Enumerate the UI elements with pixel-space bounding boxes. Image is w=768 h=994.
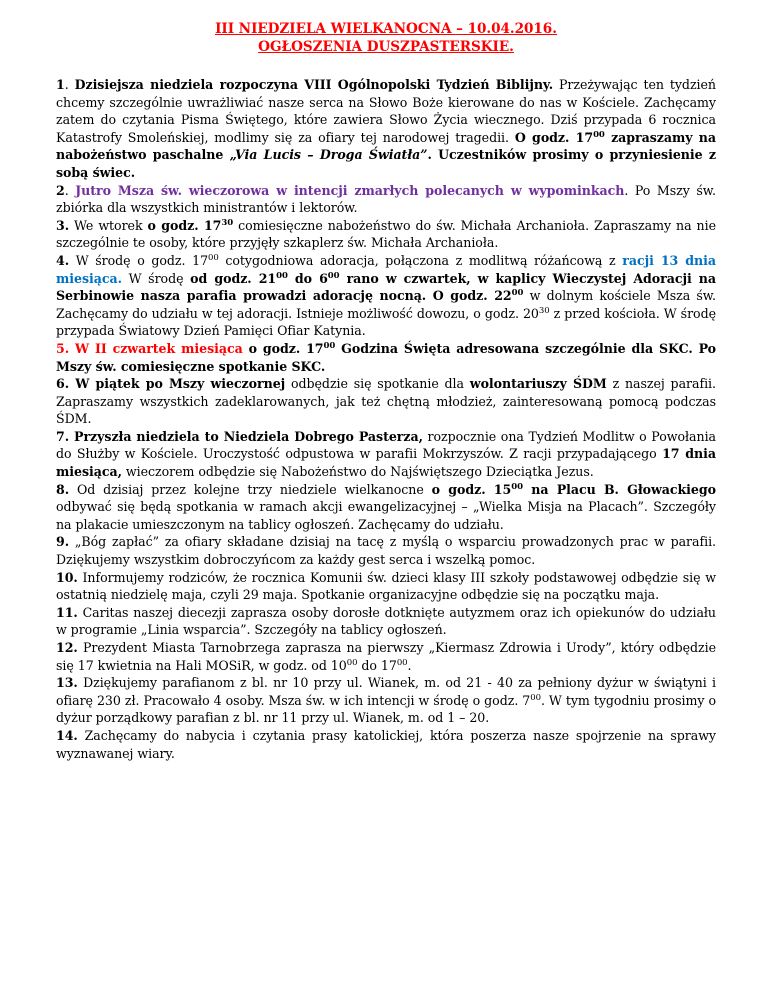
announcement-1: 1. Dzisiejsza niedziela rozpoczyna VIII Ogólnopolski Tydzień Biblijny. Przeżywając ten tydzień chcemy szczególnie uwrażliwiać nasze serca na Słowo Boże kierowane do nas w Kościele. Zachęcamy zatem do czytania Pisma Świętego, które zawiera Słowo Życia wiecznego. Dziś przypada 6 rocznica Katastrofy Smoleńskiej, modlimy się za ofiary tej narodowej tragedii. O godz. $17^{00}$ zapraszamy na nabożeństwo paschalne „Via Lucis – Droga Światła”. Uczestników prosimy o przyniesienie z sobą świec. [56, 77, 717, 180]
item-number: 6. [56, 376, 70, 392]
announcement-6-text-2: z naszej parafii. Zapraszamy wszystkich zadeklarowanych, jak też chętną młodzież, zainteresowaną pomocą podczas ŚDM. [56, 376, 716, 427]
item-number: 10. [56, 569, 78, 585]
announcement-4-text-4: w dolnym kościele Msza św. Zachęcamy do udziału w tej adoracji. Istnieje możliwość dowozu, o godz. 20 [56, 288, 716, 321]
announcement-4-text-5: z przed kościoła. W środę przypada Światowy Dzień Pamięci Ofiar Katynia. [56, 305, 716, 339]
time-sup: 30 [538, 305, 550, 316]
item-number: 3. [56, 217, 70, 233]
announcement-1-text: Przeżywając ten tydzień chcemy szczególnie uwrażliwiać nasze serca na Słowo Boże kierowane do nas w Kościele. Zachęcamy zatem do czytania Pisma Świętego, które zawiera Słowo Życia wiecznego. Dziś przypada 6 rocznica Katastrofy Smoleńskiej, modlimy się za ofiary tej narodowej tragedii. [56, 77, 716, 145]
announcements-list [56, 76, 716, 762]
announcement-5-highlight: W II czwartek miesiąca [69, 340, 243, 356]
document-page [56, 0, 716, 762]
announcement-6-heading: W piątek po Mszy wieczornej [69, 376, 286, 392]
time-sup: 00 [511, 481, 523, 492]
time-sup: 00 [530, 692, 541, 703]
announcement-4-text: W środę o godz. 17 [69, 252, 209, 268]
announcement-4-time-to: do 6 [287, 270, 328, 286]
announcement-3-text-2: comiesięczne nabożeństwo do św. Michała Archanioła. Zapraszamy na nie szczególnie te osoby, które przyjęły szkaplerz św. Michała Archanioła. [56, 217, 716, 251]
announcement-4-text-2: cotygodniowa adoracja, połączona z modlitwą różańcową z [218, 252, 623, 268]
announcement-2-highlight: Jutro Msza św. wieczorowa w intencji zmarłych polecanych w wypominkach [75, 182, 625, 198]
announcement-9-text: „Bóg zapłać” za ofiary składane dzisiaj na tacę z myślą o wsparciu prowadzonych prac w parafii. Dziękujemy wszystkim dobroczyńcom za każdy gest serca i wszelką pomoc. [56, 534, 716, 568]
time-sup: 00 [208, 252, 219, 263]
announcement-8-time: o godz. 15 [431, 481, 512, 497]
announcement-4-highlight: racji 13 dnia miesiąca. [56, 252, 716, 286]
announcement-1-request: . Uczestników prosimy o przyniesienie z sobą świec. [56, 147, 717, 180]
announcement-13 [56, 674, 716, 727]
item-number: 14. [56, 727, 78, 743]
announcement-8-text: Od dzisiaj przez kolejne trzy niedziele wielkanocne [69, 481, 432, 497]
item-number: 9. [56, 534, 70, 550]
announcement-10-text: Informujemy rodziców, że rocznica Komunii św. dzieci klasy III szkoły podstawowej odbędzie się w ostatnią niedzielę maja, czyli 29 maja. Spotkanie organizacyjne odbędzie się na początku maja. [56, 569, 716, 603]
announcement-2: 2. Jutro Msza św. wieczorowa w intencji zmarłych polecanych w wypominkach. Po Mszy św. zbiórka dla wszystkich ministrantów i lektorów. [56, 182, 716, 216]
announcement-9 [56, 533, 716, 568]
announcement-5-text: Godzina Święta adresowana szczególnie dla SKC. Po Mszy św. comiesięczne spotkanie SKC. [56, 340, 716, 374]
item-number: 12. [56, 640, 78, 655]
announcement-6-text: odbędzie się spotkanie dla [285, 376, 470, 392]
announcement-1-service-name: „Via Lucis – Droga Światła” [229, 147, 428, 163]
title-line-1: III NIEDZIELA WIELKANOCNA – 10.04.2016. [215, 21, 557, 37]
announcement-10 [56, 569, 716, 604]
announcement-3 [56, 217, 716, 252]
announcement-1-invite: zapraszamy na nabożeństwo paschalne [56, 129, 717, 163]
announcement-4-time-from: od godz. 21 [190, 270, 277, 286]
announcement-14-text: Zachęcamy do nabycia i czytania prasy katolickiej, która poszerza nasze spojrzenie na sprawy wyznawanej wiary. [56, 727, 716, 761]
announcement-1-time: O godz. 17 [514, 129, 594, 145]
announcement-11-text: Caritas naszej diecezji zaprasza osoby dorosłe dotknięte autyzmem oraz ich opiekunów do udziału w programie „Linia wsparcia”. Szczegóły na tablicy ogłoszeń. [56, 604, 716, 638]
announcement-12-text-3: . [407, 657, 412, 673]
time-sup: 00 [396, 657, 408, 668]
announcement-13-text: Dziękujemy parafianom z bl. nr 10 przy ul. Wianek, m. od 21 - 40 za pełniony dyżur w świątyni i ofiarę 230 zł. Pracowało 4 osoby. Msza św. w ich intencji w środę o godz. 7 [56, 675, 716, 708]
item-number: 1 [56, 77, 65, 92]
announcement-8 [56, 481, 716, 534]
time-sup: 00 [323, 340, 336, 351]
item-number: 2 [56, 182, 65, 198]
announcement-7-heading: Przyszła niedziela to Niedziela Dobrego Pasterza, [69, 428, 423, 444]
announcement-5 [56, 340, 716, 375]
announcement-12 [56, 639, 716, 674]
announcement-7-text: rozpocznie ona Tydzień Modlitw o Powołania do Służby w Kościele. Uroczystość odpustowa w parafii Mokrzyszów. Z racji przypadającego [56, 428, 717, 462]
announcement-4 [56, 252, 716, 340]
announcement-2-text: . Po Mszy św. zbiórka dla wszystkich ministrantów i lektorów. [56, 182, 716, 216]
item-number: 8. [56, 481, 70, 497]
announcement-14 [56, 727, 716, 762]
time-sup: 00 [276, 270, 288, 281]
announcement-6-group: wolontariuszy ŚDM [469, 376, 607, 392]
announcement-3-time: o godz. 17 [147, 217, 222, 233]
time-sup: 00 [327, 270, 340, 281]
announcement-13-text-2: . W tym tygodniu prosimy o dyżur porządkowy parafian z bl. nr 11 przy ul. Wianek, m. od 1 – 20. [56, 692, 716, 726]
announcement-12-text-2: do 17 [357, 657, 397, 673]
document-title [56, 20, 716, 56]
time-sup: 00 [511, 288, 524, 299]
announcement-4-text-3: W środę [121, 270, 191, 286]
item-number: 5. [56, 340, 70, 356]
item-number: 4. [56, 252, 70, 268]
announcement-8-place: na Placu B. Głowackiego [522, 481, 716, 497]
announcement-5-time: o godz. 17 [242, 340, 324, 356]
title-line-2: OGŁOSZENIA DUSZPASTERSKIE. [258, 39, 514, 55]
item-number: 7. [56, 428, 70, 444]
announcement-4-adoration: rano w czwartek, w kaplicy Wieczystej Adoracji na Serbinowie nasza parafia prowadzi adorację nocną. O godz. 22 [56, 270, 716, 304]
time-sup: 30 [221, 217, 234, 228]
announcement-3-text: We wtorek [69, 217, 148, 233]
announcement-7-date: 17 dnia miesiąca, [56, 446, 716, 480]
announcement-12-text: Prezydent Miasta Tarnobrzega zaprasza na pierwszy „Kiermasz Zdrowia i Urody”, który odbędzie się 17 kwietnia na Hali MOSiR, w godz. od 10 [56, 640, 716, 673]
announcement-8-text-2: odbywać się będą spotkania w ramach akcji ewangelizacyjnej – „Wielka Misja na Placach”. Szczegóły na plakacie umieszczonym na tablicy ogłoszeń. Zachęcamy do udziału. [56, 499, 716, 532]
item-number: 13. [56, 675, 78, 691]
item-number: 11. [56, 604, 78, 620]
time-sup: 00 [346, 657, 358, 668]
announcement-7 [56, 428, 716, 481]
time-sup: 00 [593, 129, 605, 140]
announcement-1-heading: Dzisiejsza niedziela rozpoczyna VIII Ogólnopolski Tydzień Biblijny. [74, 77, 554, 92]
announcement-11 [56, 604, 716, 639]
announcement-7-text-2: wieczorem odbędzie się Nabożeństwo do Najświętszego Dzieciątka Jezus. [121, 464, 594, 480]
announcement-6 [56, 375, 716, 428]
